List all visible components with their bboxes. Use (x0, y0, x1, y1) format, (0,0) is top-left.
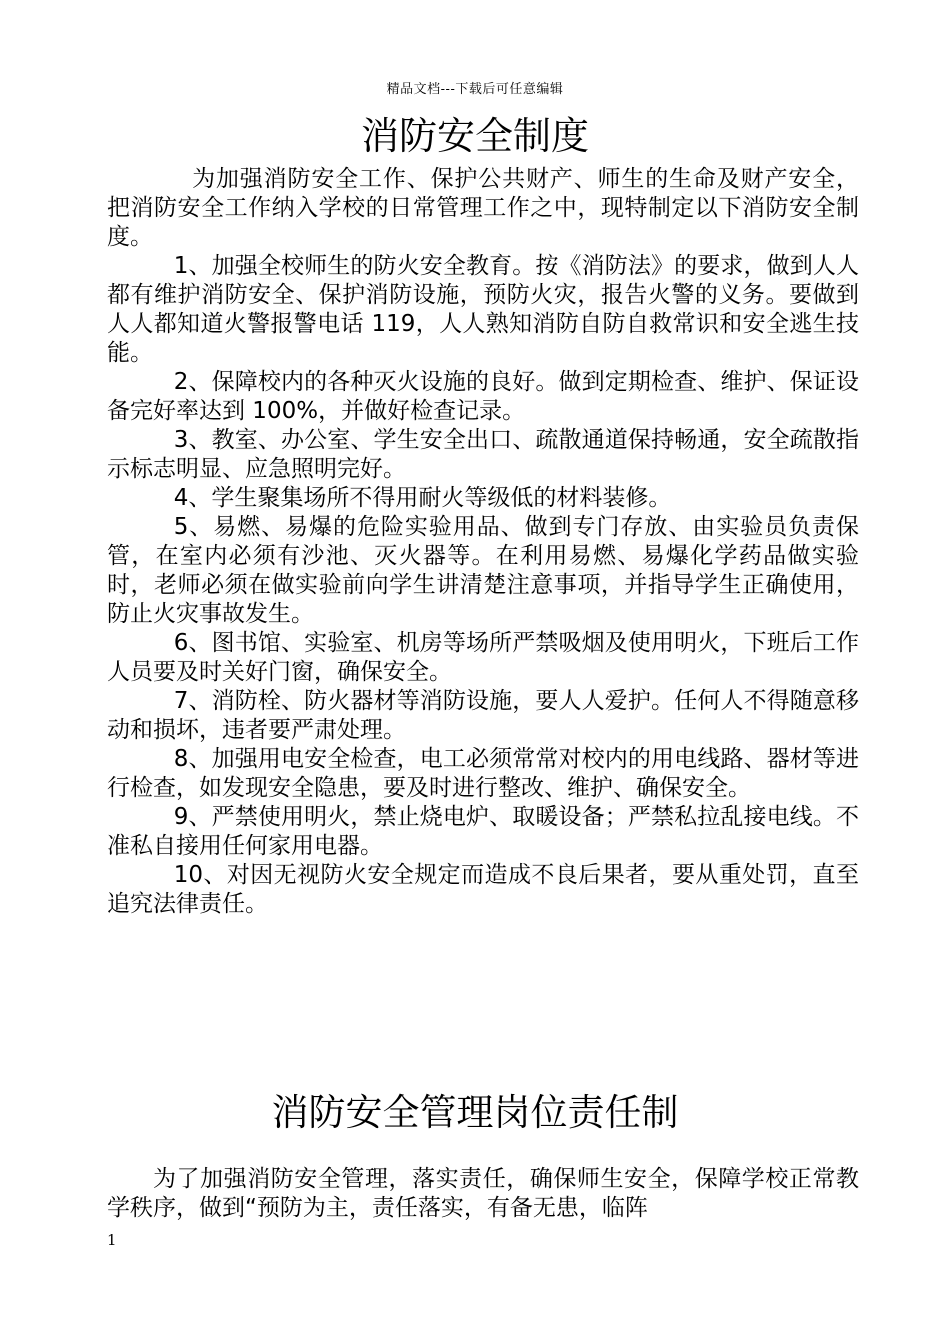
rule-item-1: 1、加强全校师生的防火安全教育。按《消防法》的要求，做到人人都有维护消防安全、保护消防设施，预防火灾，报告火警的义务。要做到人人都知道火警报警电话 119，人人熟知消防自防自救常识和安全逃生技能。 (107, 253, 859, 366)
responsibility-body (107, 1165, 859, 1223)
rule-item-5: 5、易燃、易爆的危险实验用品、做到专门存放、由实验员负责保管，在室内必须有沙池、灭火器等。在利用易燃、易爆化学药品做实验时，老师必须在做实验前向学生讲清楚注意事项，并指导学生正确使用，防止火灾事故发生。 (107, 514, 859, 627)
regulation-body (107, 165, 859, 919)
intro-paragraph: 为加强消防安全工作、保护公共财产、师生的生命及财产安全，把消防安全工作纳入学校的日常管理工作之中，现特制定以下消防安全制度。 (107, 166, 859, 250)
rule-item-8: 8、加强用电安全检查，电工必须常常对校内的用电线路、器材等进行检查，如发现安全隐患，要及时进行整改、维护、确保安全。 (107, 746, 859, 801)
rule-item-7: 7、消防栓、防火器材等消防设施，要人人爱护。任何人不得随意移动和损坏，违者要严肃处理。 (107, 688, 859, 743)
page-header: 精品文档---下载后可任意编辑 (386, 82, 564, 97)
rule-item-3: 3、教室、办公室、学生安全出口、疏散通道保持畅通，安全疏散指示标志明显、应急照明完好。 (107, 427, 859, 482)
document-title: 消防安全制度 (360, 114, 589, 158)
page-number: 1 (107, 1231, 117, 1249)
rule-item-10: 10、对因无视防火安全规定而造成不良后果者，要从重处罚，直至追究法律责任。 (107, 862, 859, 917)
rule-item-4: 4、学生聚集场所不得用耐火等级低的材料装修。 (173, 485, 672, 511)
rule-item-6: 6、图书馆、实验室、机房等场所严禁吸烟及使用明火，下班后工作人员要及时关好门窗，确保安全。 (107, 630, 859, 685)
rule-item-2: 2、保障校内的各种灭火设施的良好。做到定期检查、维护、保证设备完好率达到 100%，并做好检查记录。 (107, 369, 859, 424)
rule-item-9: 9、严禁使用明火，禁止烧电炉、取暖设备；严禁私拉乱接电线。不准私自接用任何家用电器。 (107, 804, 859, 859)
section-title: 消防安全管理岗位责任制 (271, 1091, 679, 1134)
responsibility-intro-paragraph: 为了加强消防安全管理，落实责任，确保师生安全，保障学校正常教学秩序，做到“预防为主，责任落实，有备无患，临阵 (107, 1166, 859, 1221)
